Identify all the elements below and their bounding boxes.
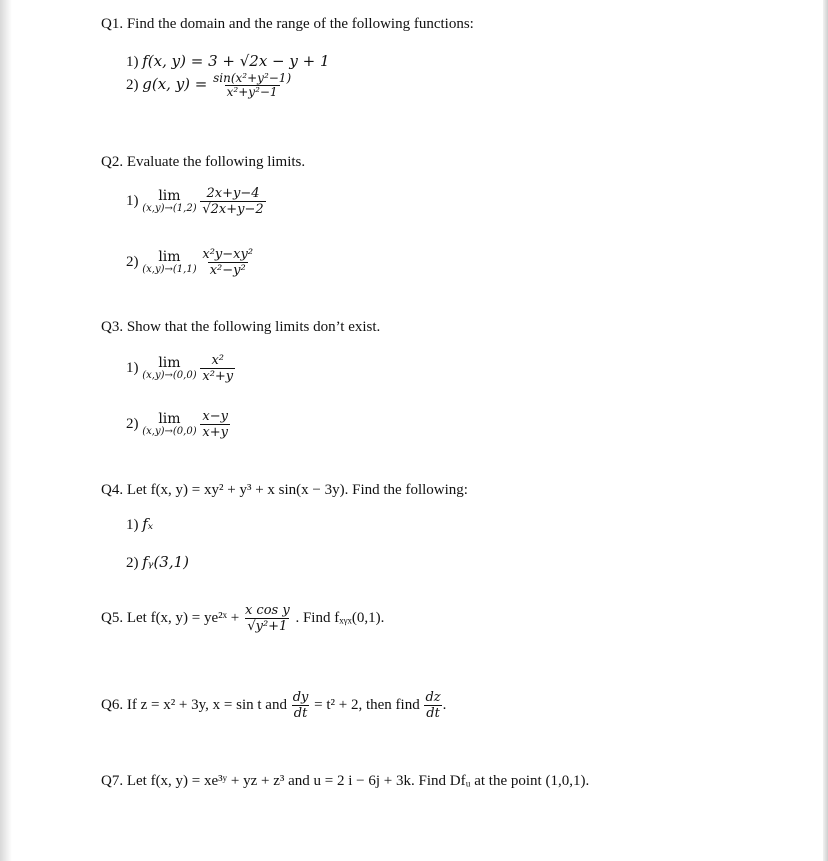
q3-item2-label: 2) xyxy=(126,416,139,432)
q2-item1 xyxy=(126,186,266,217)
q3-item2-lim-subscript: (x,y)→(0,0) xyxy=(142,425,197,437)
q6-suffix: . xyxy=(442,697,447,713)
q3-item2-numerator: x−y xyxy=(202,409,228,424)
q1-item2-fraction xyxy=(211,72,293,99)
q6-numerator-dy: dy xyxy=(292,690,309,705)
q3-item1-lim-subscript: (x,y)→(0,0) xyxy=(142,369,197,381)
q3-item2-lim-word: lim xyxy=(158,410,181,427)
q3-item1-numerator: x² xyxy=(211,353,225,368)
q4-item1 xyxy=(126,515,153,534)
q1-item1-label: 1) xyxy=(126,54,139,70)
q2-item2-lim-subscript: (x,y)→(1,1) xyxy=(142,263,197,275)
q3-item1-lim-word: lim xyxy=(158,354,181,371)
q6-prefix: Q6. If z = x² + 3y, x = sin t and xyxy=(101,697,287,713)
q1-item2-lhs: g(x, y) = xyxy=(142,74,208,93)
q3-item1-limit xyxy=(142,354,197,381)
page-left-edge xyxy=(0,0,12,861)
q2-item1-limit xyxy=(142,187,197,214)
q6-denominator-dt: dt xyxy=(293,706,308,721)
q3-item1-fraction xyxy=(200,353,235,384)
q4-item1-label: 1) xyxy=(126,517,139,533)
q2-item1-lim-word: lim xyxy=(158,187,181,204)
page-right-edge xyxy=(823,0,828,861)
q1-item1-expr: f(x, y) = 3 + √2x − y + 1 xyxy=(142,52,330,70)
q2-item1-fraction xyxy=(200,186,265,217)
q5-line xyxy=(101,603,384,634)
q6-line xyxy=(101,690,446,721)
q2-item2-limit xyxy=(142,248,197,275)
q2-item1-numerator: 2x+y−4 xyxy=(206,186,260,201)
q3-item1-label: 1) xyxy=(126,360,139,376)
q4-title: Q4. Let f(x, y) = xy² + y³ + x sin(x − 3y). Find the following: xyxy=(101,482,468,498)
q3-item2-fraction xyxy=(200,409,230,440)
q6-numerator-dz: dz xyxy=(425,690,441,705)
q5-fraction xyxy=(243,603,292,634)
q2-title: Q2. Evaluate the following limits. xyxy=(101,154,306,170)
q6-denominator-dt2: dt xyxy=(426,706,440,721)
q3-item1-denominator: x²+y xyxy=(202,369,234,384)
q3-item2-denominator: x+y xyxy=(202,425,228,440)
q1-item1 xyxy=(126,52,330,71)
q2-item1-label: 1) xyxy=(126,193,139,209)
q1-item2-denominator: x²+y²−1 xyxy=(226,85,278,99)
q5-numerator: x cos y xyxy=(244,603,290,618)
q2-item2-numerator: x²y−xy² xyxy=(202,247,254,262)
q2-item2-denominator: x²−y² xyxy=(209,263,246,278)
q4-item1-expr: fₓ xyxy=(142,515,154,533)
q2-item2-label: 2) xyxy=(126,254,139,270)
q3-item2 xyxy=(126,409,230,440)
q5-suffix: . Find fₓᵧₓ(0,1). xyxy=(295,610,385,626)
q3-title: Q3. Show that the following limits don’t exist. xyxy=(101,319,381,335)
q6-fraction-dy-dt xyxy=(291,690,311,721)
q6-middle: = t² + 2, then find xyxy=(314,697,420,713)
q1-title: Q1. Find the domain and the range of the following functions: xyxy=(101,16,474,32)
q3-item1 xyxy=(126,353,235,384)
q3-item2-limit xyxy=(142,410,197,437)
q1-item2-label: 2) xyxy=(126,76,139,93)
q6-fraction-dz-dt xyxy=(423,690,442,721)
q4-item2-expr: fᵧ(3,1) xyxy=(142,553,190,571)
q5-prefix: Q5. Let f(x, y) = ye²ˣ + xyxy=(101,610,240,626)
q2-item2 xyxy=(126,247,255,278)
q2-item1-denominator: √2x+y−2 xyxy=(202,202,264,217)
q2-item2-fraction xyxy=(200,247,255,278)
q1-item2-numerator: sin(x²+y²−1) xyxy=(213,71,292,85)
q2-item1-lim-subscript: (x,y)→(1,2) xyxy=(142,202,197,214)
q7-line: Q7. Let f(x, y) = xe³ʸ + yz + z³ and u = 2 i − 6j + 3k. Find Dfᵤ at the point (1,0,1). xyxy=(101,773,590,789)
q5-denominator: √y²+1 xyxy=(247,619,288,634)
q4-item2-label: 2) xyxy=(126,555,139,571)
q1-item2 xyxy=(126,72,293,99)
q2-item2-lim-word: lim xyxy=(158,248,181,265)
q4-item2 xyxy=(126,553,189,572)
